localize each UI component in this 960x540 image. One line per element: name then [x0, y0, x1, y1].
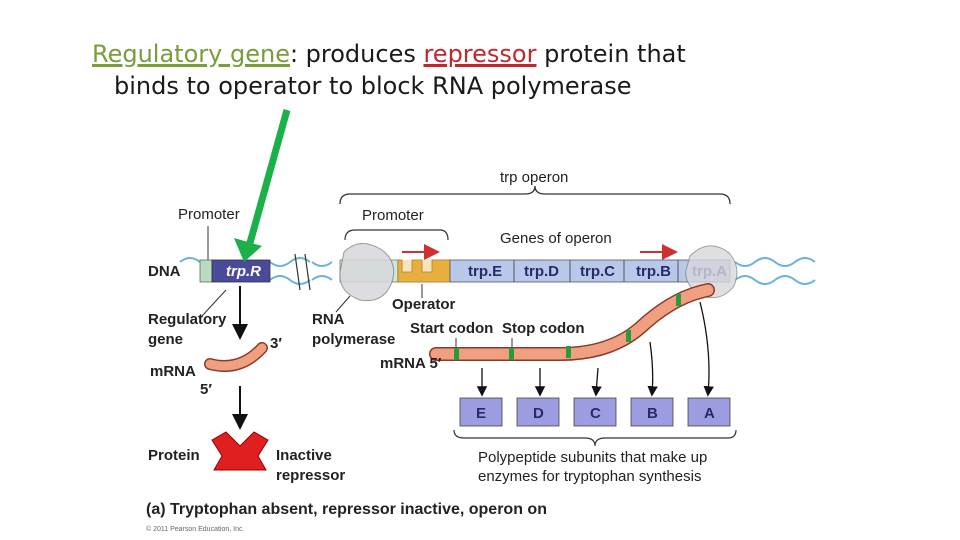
subunits-bracket	[454, 430, 736, 446]
promoter-right-label: Promoter	[362, 207, 424, 224]
inactive-repressor-label-2: repressor	[276, 467, 346, 484]
rna-polymerase-label-1: RNA	[312, 311, 345, 328]
term-repressor: repressor	[423, 40, 537, 68]
inactive-repressor-label-1: Inactive	[276, 447, 332, 464]
rna-polymerase-shape	[340, 243, 394, 300]
operon-bracket	[340, 186, 730, 204]
translate-arrow-C	[596, 368, 598, 394]
translate-arrow-A	[700, 302, 709, 394]
trp-operon-label: trp operon	[500, 169, 569, 186]
gene-label-trpE: trp.E	[468, 263, 503, 280]
heading-line-2: binds to operator to block RNA polymerase	[114, 72, 632, 100]
heading-text-1: : produces	[289, 40, 424, 68]
dna-segment-left	[200, 260, 212, 282]
polypeptide-label-1: Polypeptide subunits that make up	[478, 449, 708, 466]
subunit-C: C	[590, 405, 601, 422]
genes-of-operon-label: Genes of operon	[500, 230, 612, 247]
translate-arrow-B	[650, 342, 653, 394]
heading-text-2: protein that	[536, 40, 686, 68]
figure-caption: (a) Tryptophan absent, repressor inactive, operon on	[146, 501, 547, 518]
subunit-A: A	[704, 405, 715, 422]
start-codon-label: Start codon	[410, 320, 494, 337]
gene-label-trpC: trp.C	[580, 263, 615, 280]
rna-polymerase-label-2: polymerase	[312, 331, 396, 348]
promoter-bracket	[345, 230, 448, 240]
inactive-repressor-shape	[212, 432, 268, 470]
operator-fill	[398, 260, 450, 282]
protein-label: Protein	[148, 447, 200, 464]
operator-label: Operator	[392, 296, 456, 313]
subunit-E: E	[476, 405, 487, 422]
subunit-D: D	[533, 405, 544, 422]
gene-label-trpD: trp.D	[524, 263, 559, 280]
mrna-left-label: mRNA	[150, 363, 196, 380]
regulatory-gene-label-2: gene	[148, 331, 184, 348]
rna-polymerase-pointer	[336, 296, 350, 312]
promoter-left-label: Promoter	[178, 206, 240, 223]
gene-label-trpB: trp.B	[636, 263, 671, 280]
trpR-gene-label: trp.R	[226, 263, 261, 280]
dna-label: DNA	[148, 263, 181, 280]
five-prime-left-label: 5′	[200, 381, 212, 398]
three-prime-label: 3′	[270, 335, 282, 352]
term-regulatory-gene: Regulatory gene	[92, 40, 290, 68]
repressor-mrna	[210, 348, 262, 366]
mrna-5-label: mRNA 5′	[380, 355, 442, 372]
subunit-B: B	[647, 405, 658, 422]
pointer-arrow-shaft	[248, 110, 287, 250]
stop-codon-label: Stop codon	[502, 320, 585, 337]
copyright-text: © 2011 Pearson Education, Inc.	[146, 526, 245, 533]
regulatory-gene-label-1: Regulatory	[148, 311, 227, 328]
polypeptide-label-2: enzymes for tryptophan synthesis	[478, 468, 702, 485]
